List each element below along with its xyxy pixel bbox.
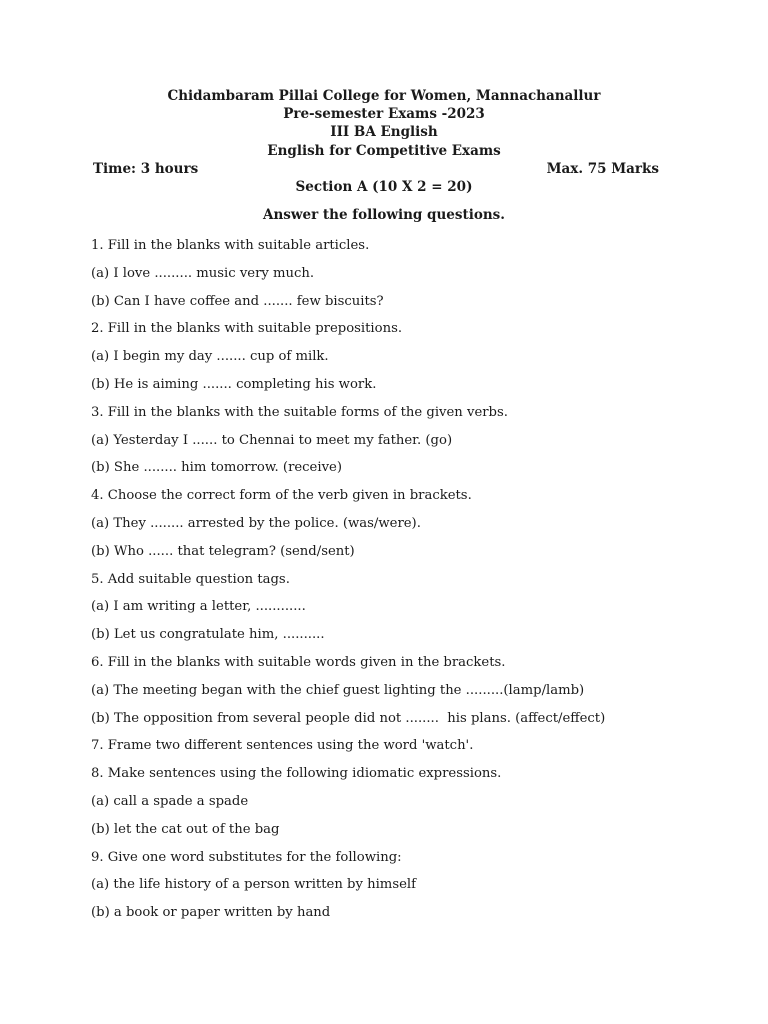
- exam-title: Pre-semester Exams -2023: [283, 106, 485, 123]
- section-heading: Section A (10 X 2 = 20): [295, 179, 473, 195]
- exam-time: Time: 3 hours: [93, 161, 199, 177]
- question-list: [91, 232, 711, 927]
- question-line: (a) I begin my day ....... cup of milk.: [91, 349, 329, 365]
- question-line: (b) Can I have coffee and ....... few biscuits?: [91, 293, 384, 309]
- exam-max-marks: Max. 75 Marks: [546, 161, 659, 177]
- instruction-text: Answer the following questions.: [263, 207, 505, 223]
- question-line: (b) The opposition from several people did not ........ his plans. (affect/effect): [91, 710, 606, 726]
- question-line: 5. Add suitable question tags.: [91, 571, 290, 587]
- question-line: (a) The meeting began with the chief guest lighting the .........(lamp/lamb): [91, 682, 585, 698]
- subject-name: English for Competitive Exams: [267, 142, 501, 159]
- question-line: (a) Yesterday I ...... to Chennai to meet my father. (go): [91, 432, 453, 448]
- question-line: 1. Fill in the blanks with suitable articles.: [91, 238, 370, 253]
- question-line: (b) Who ...... that telegram? (send/sent): [91, 543, 355, 559]
- question-line: (b) a book or paper written by hand: [91, 905, 331, 921]
- college-name: Chidambaram Pillai College for Women, Mannachanallur: [167, 88, 601, 104]
- question-line: 6. Fill in the blanks with suitable words given in the brackets.: [91, 654, 506, 670]
- question-line: (a) They ........ arrested by the police. (was/were).: [91, 515, 421, 531]
- question-line: 7. Frame two different sentences using the word 'watch'.: [91, 738, 474, 754]
- question-line: 9. Give one word substitutes for the following:: [91, 849, 402, 865]
- question-line: 8. Make sentences using the following idiomatic expressions.: [91, 766, 502, 782]
- question-line: (b) let the cat out of the bag: [91, 821, 280, 837]
- question-line: (b) Let us congratulate him, ..........: [91, 627, 325, 643]
- question-line: (b) He is aiming ....... completing his work.: [91, 376, 377, 392]
- class-name: III BA English: [330, 124, 438, 141]
- question-line: (a) I love ......... music very much.: [91, 265, 315, 281]
- question-line: (a) call a spade a spade: [91, 793, 249, 809]
- exam-header: [0, 87, 768, 160]
- question-line: (a) I am writing a letter, ............: [91, 599, 306, 615]
- question-line: 4. Choose the correct form of the verb given in brackets.: [91, 488, 472, 504]
- question-line: (a) the life history of a person written by himself: [91, 877, 416, 893]
- question-line: 2. Fill in the blanks with suitable prepositions.: [91, 321, 403, 337]
- question-line: (b) She ........ him tomorrow. (receive): [91, 460, 342, 476]
- question-line: 3. Fill in the blanks with the suitable forms of the given verbs.: [91, 404, 508, 420]
